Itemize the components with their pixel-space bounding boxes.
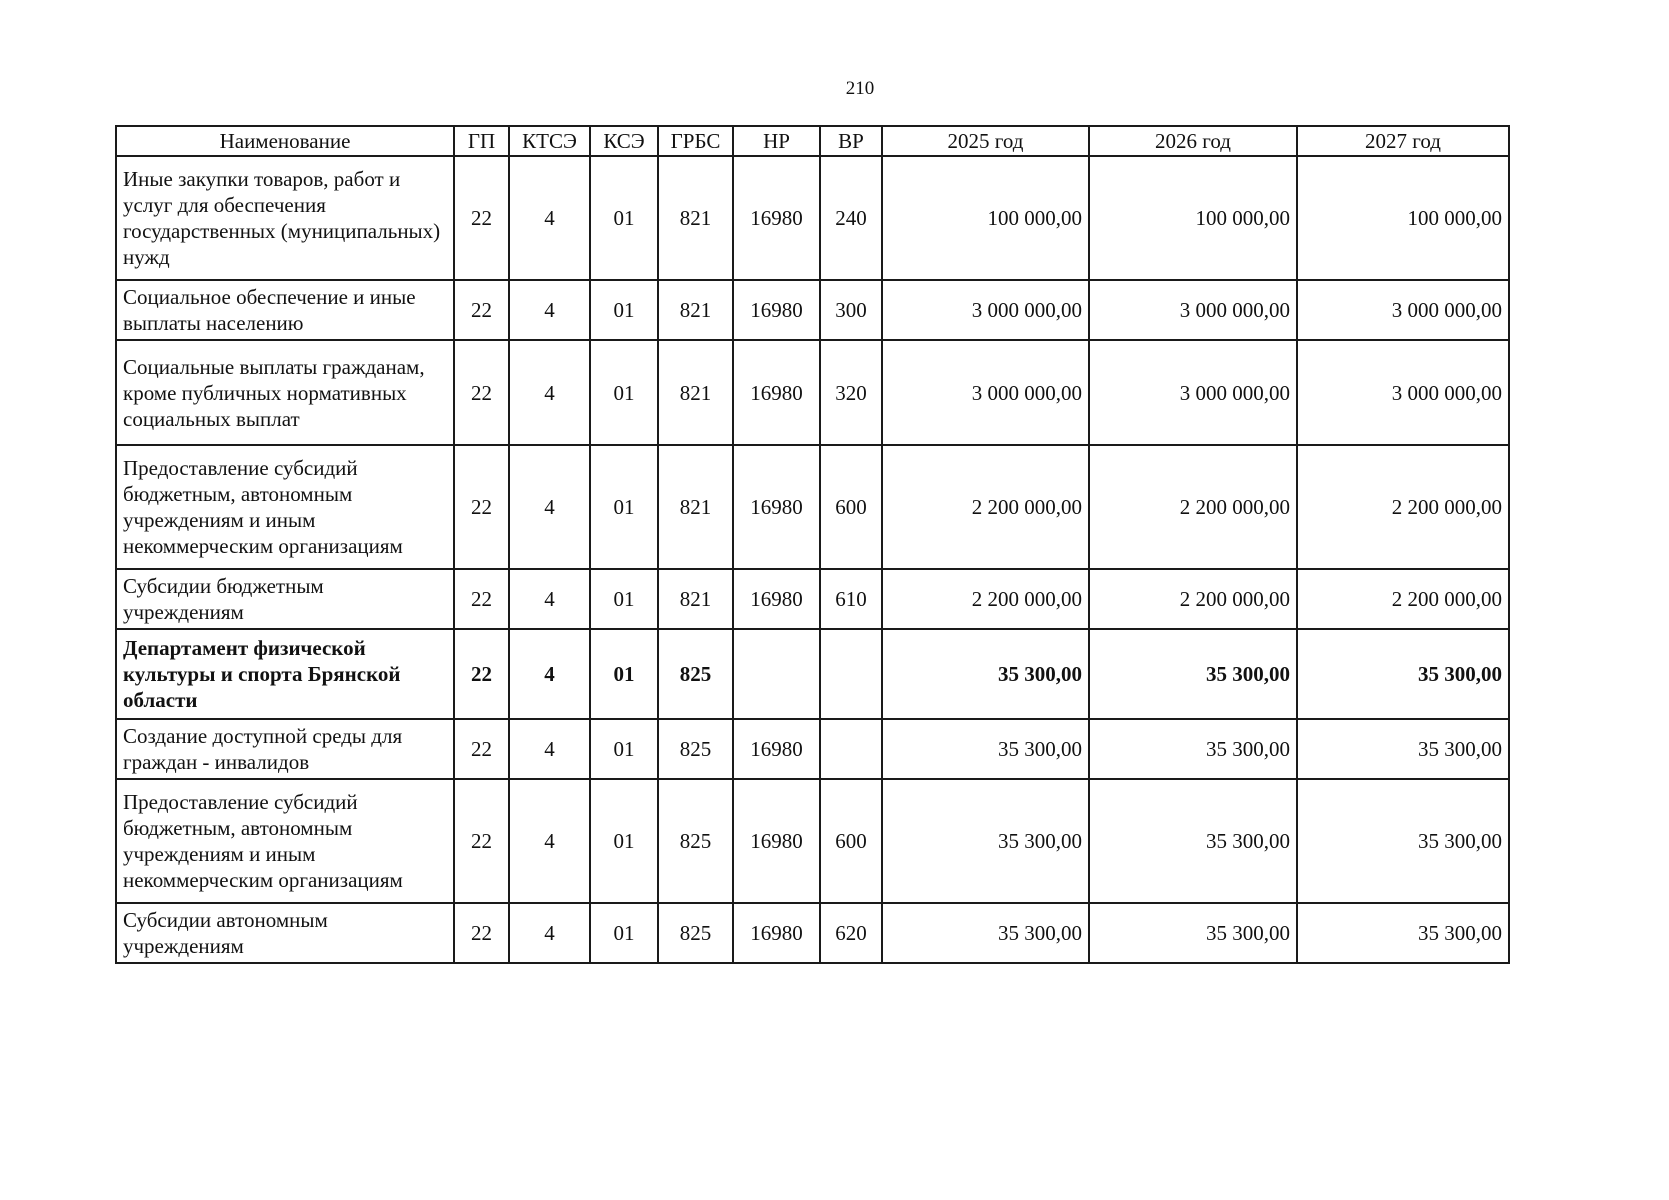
table-row [116, 280, 1509, 340]
cell-kse: 01 [590, 156, 658, 280]
cell-2027: 3 000 000,00 [1297, 280, 1509, 340]
cell-nr: 16980 [733, 156, 820, 280]
cell-2027: 35 300,00 [1297, 779, 1509, 903]
cell-kse: 01 [590, 340, 658, 445]
cell-name: Иные закупки товаров, работ и услуг для обеспечения государственных (муниципальных) нужд [116, 156, 454, 280]
cell-grbs: 821 [658, 156, 733, 280]
cell-2026: 35 300,00 [1089, 779, 1297, 903]
cell-2027: 35 300,00 [1297, 903, 1509, 963]
cell-nr: 16980 [733, 280, 820, 340]
cell-gp: 22 [454, 629, 509, 719]
cell-2026: 35 300,00 [1089, 903, 1297, 963]
table-row [116, 156, 1509, 280]
cell-kse: 01 [590, 719, 658, 779]
table-row [116, 569, 1509, 629]
header-grbs: ГРБС [658, 126, 733, 156]
header-2027: 2027 год [1297, 126, 1509, 156]
cell-2025: 2 200 000,00 [882, 445, 1089, 569]
header-gp: ГП [454, 126, 509, 156]
cell-ktse: 4 [509, 340, 590, 445]
cell-gp: 22 [454, 779, 509, 903]
cell-vr: 600 [820, 445, 882, 569]
cell-kse: 01 [590, 629, 658, 719]
cell-ktse: 4 [509, 719, 590, 779]
table-row [116, 340, 1509, 445]
table-row [116, 629, 1509, 719]
header-nr: НР [733, 126, 820, 156]
cell-2025: 3 000 000,00 [882, 280, 1089, 340]
header-2026: 2026 год [1089, 126, 1297, 156]
cell-name: Социальное обеспечение и иные выплаты населению [116, 280, 454, 340]
cell-grbs: 821 [658, 445, 733, 569]
cell-2027: 2 200 000,00 [1297, 445, 1509, 569]
cell-grbs: 825 [658, 629, 733, 719]
cell-name: Субсидии автономным учреждениям [116, 903, 454, 963]
table-row [116, 903, 1509, 963]
cell-nr: 16980 [733, 445, 820, 569]
cell-grbs: 821 [658, 569, 733, 629]
cell-nr: 16980 [733, 903, 820, 963]
cell-grbs: 825 [658, 903, 733, 963]
cell-gp: 22 [454, 280, 509, 340]
cell-kse: 01 [590, 280, 658, 340]
cell-vr: 320 [820, 340, 882, 445]
page-number: 210 [845, 78, 875, 99]
header-vr: ВР [820, 126, 882, 156]
cell-nr: 16980 [733, 340, 820, 445]
cell-2025: 3 000 000,00 [882, 340, 1089, 445]
cell-grbs: 821 [658, 340, 733, 445]
cell-name: Создание доступной среды для граждан - инвалидов [116, 719, 454, 779]
table-row [116, 445, 1509, 569]
cell-vr: 240 [820, 156, 882, 280]
cell-gp: 22 [454, 156, 509, 280]
cell-2025: 35 300,00 [882, 629, 1089, 719]
cell-2025: 2 200 000,00 [882, 569, 1089, 629]
cell-2027: 35 300,00 [1297, 629, 1509, 719]
cell-vr: 300 [820, 280, 882, 340]
cell-nr [733, 629, 820, 719]
cell-name: Социальные выплаты гражданам, кроме публичных нормативных социальных выплат [116, 340, 454, 445]
cell-kse: 01 [590, 779, 658, 903]
cell-2026: 3 000 000,00 [1089, 340, 1297, 445]
cell-gp: 22 [454, 719, 509, 779]
cell-kse: 01 [590, 445, 658, 569]
cell-name: Департамент физической культуры и спорта Брянской области [116, 629, 454, 719]
cell-gp: 22 [454, 340, 509, 445]
cell-2025: 35 300,00 [882, 719, 1089, 779]
cell-name: Субсидии бюджетным учреждениям [116, 569, 454, 629]
cell-2027: 3 000 000,00 [1297, 340, 1509, 445]
cell-gp: 22 [454, 569, 509, 629]
cell-gp: 22 [454, 445, 509, 569]
cell-2026: 3 000 000,00 [1089, 280, 1297, 340]
budget-table [115, 125, 1510, 964]
cell-2026: 2 200 000,00 [1089, 569, 1297, 629]
cell-2027: 100 000,00 [1297, 156, 1509, 280]
cell-gp: 22 [454, 903, 509, 963]
table-row [116, 779, 1509, 903]
cell-grbs: 821 [658, 280, 733, 340]
header-name: Наименование [116, 126, 454, 156]
cell-nr: 16980 [733, 779, 820, 903]
cell-2025: 35 300,00 [882, 779, 1089, 903]
cell-vr: 600 [820, 779, 882, 903]
cell-2026: 35 300,00 [1089, 629, 1297, 719]
cell-2025: 35 300,00 [882, 903, 1089, 963]
table-header-row [116, 126, 1509, 156]
cell-2027: 35 300,00 [1297, 719, 1509, 779]
cell-name: Предоставление субсидий бюджетным, автономным учреждениям и иным некоммерческим организациям [116, 445, 454, 569]
header-ktse: КТСЭ [509, 126, 590, 156]
cell-2026: 100 000,00 [1089, 156, 1297, 280]
table-row [116, 719, 1509, 779]
cell-ktse: 4 [509, 156, 590, 280]
cell-kse: 01 [590, 903, 658, 963]
cell-nr: 16980 [733, 569, 820, 629]
header-kse: КСЭ [590, 126, 658, 156]
cell-ktse: 4 [509, 569, 590, 629]
cell-ktse: 4 [509, 903, 590, 963]
cell-2027: 2 200 000,00 [1297, 569, 1509, 629]
cell-kse: 01 [590, 569, 658, 629]
cell-grbs: 825 [658, 719, 733, 779]
cell-vr [820, 719, 882, 779]
cell-2025: 100 000,00 [882, 156, 1089, 280]
cell-ktse: 4 [509, 779, 590, 903]
cell-vr: 620 [820, 903, 882, 963]
cell-ktse: 4 [509, 629, 590, 719]
cell-vr [820, 629, 882, 719]
cell-ktse: 4 [509, 445, 590, 569]
cell-grbs: 825 [658, 779, 733, 903]
cell-vr: 610 [820, 569, 882, 629]
cell-2026: 35 300,00 [1089, 719, 1297, 779]
header-2025: 2025 год [882, 126, 1089, 156]
cell-ktse: 4 [509, 280, 590, 340]
cell-nr: 16980 [733, 719, 820, 779]
cell-name: Предоставление субсидий бюджетным, автономным учреждениям и иным некоммерческим организациям [116, 779, 454, 903]
cell-2026: 2 200 000,00 [1089, 445, 1297, 569]
